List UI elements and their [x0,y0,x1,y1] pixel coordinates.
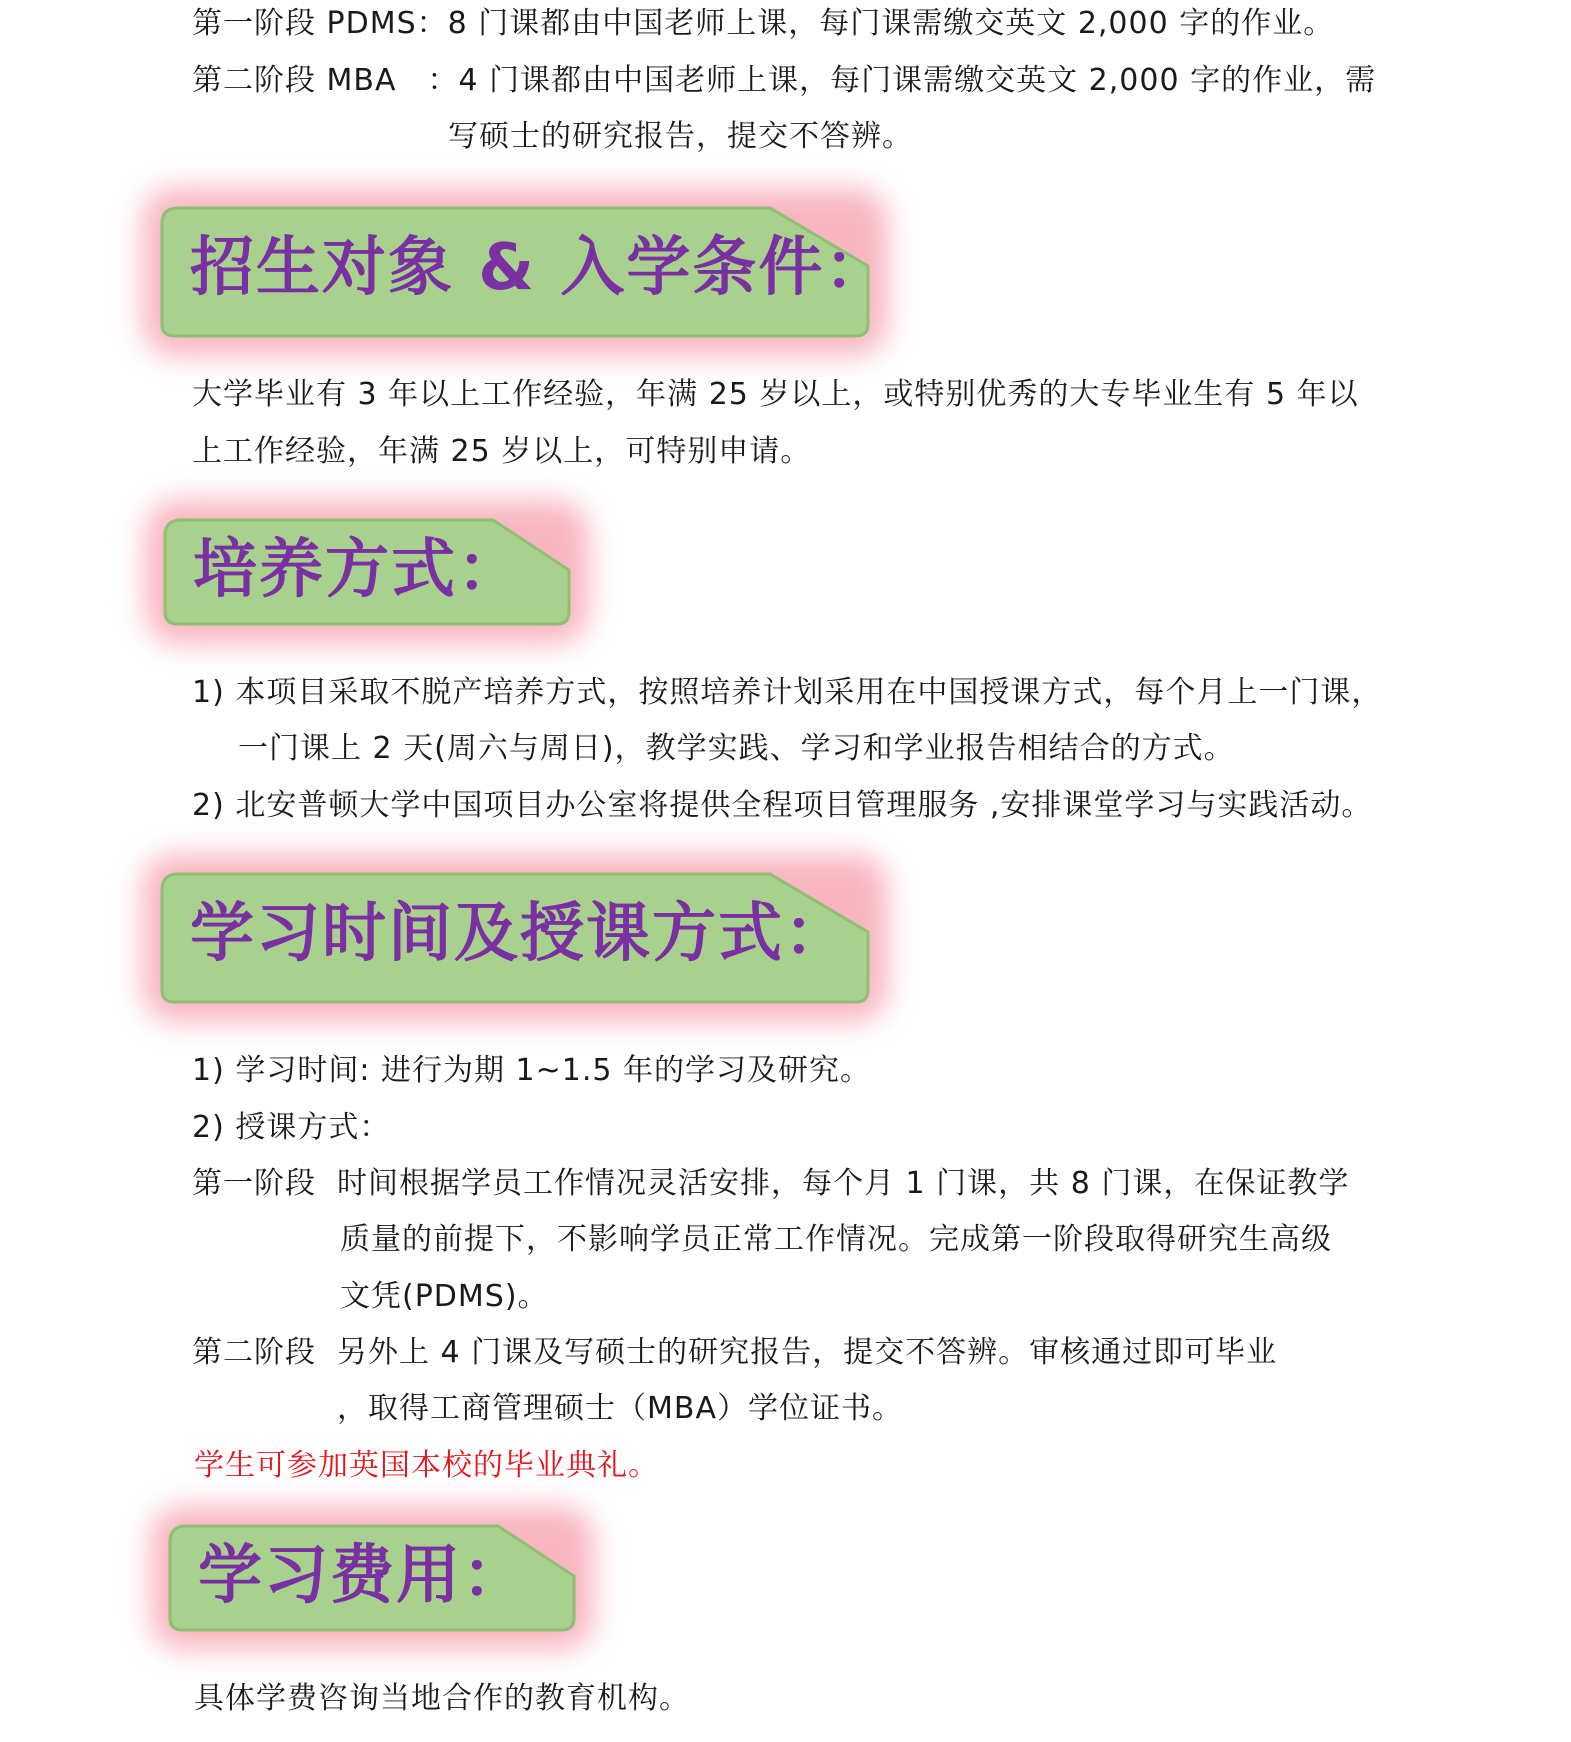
graduation-note: 学生可参加英国本校的毕业典礼。 [194,1448,659,1483]
training-item-2: 2) 北安普顿大学中国项目办公室将提供全程项目管理服务 ,安排课堂学习与实践活动。 [192,788,1373,823]
stage-2-line-1: 另外上 4 门课及写硕士的研究报告，提交不答辨。审核通过即可毕业 [337,1335,1278,1370]
stage-1-line-3: 文凭(PDMS)。 [340,1279,549,1314]
section-title: 培养方式： [193,533,523,607]
section-header-training [163,518,571,626]
schedule-line-1: 1) 学习时间: 进行为期 1~1.5 年的学习及研究。 [192,1053,871,1088]
section-header-admission [160,206,891,338]
stage-1-label: 第一阶段 [192,1166,316,1201]
section-title: 学习费用： [198,1539,528,1613]
stage-1-line-2: 质量的前提下，不影响学员正常工作情况。完成第一阶段取得研究生高级 [340,1222,1332,1257]
admission-line-1: 大学毕业有 3 年以上工作经验，年满 25 岁以上，或特别优秀的大专毕业生有 5 年以 [192,377,1359,412]
training-item-1-line-1: 1) 本项目采取不脱产培养方式，按照培养计划采用在中国授课方式，每个月上一门课， [192,675,1383,710]
intro-line-2: 第二阶段 MBA ：4 门课都由中国老师上课，每门课需缴交英文 2,000 字的作业，需 [192,63,1377,98]
training-item-1-line-2: 一门课上 2 天(周六与周日)，教学实践、学习和学业报告相结合的方式。 [238,731,1235,766]
intro-line-3: 写硕士的研究报告，提交不答辨。 [448,119,913,154]
stage-2-line-2: ，取得工商管理硕士（MBA）学位证书。 [337,1391,903,1426]
admission-line-2: 上工作经验，年满 25 岁以上，可特别申请。 [192,434,812,469]
section-header-schedule [160,872,870,1004]
fees-line-1: 具体学费咨询当地合作的教育机构。 [194,1681,690,1716]
stage-2-label: 第二阶段 [192,1335,316,1370]
section-header-fees [168,1524,576,1632]
schedule-line-2: 2) 授课方式： [192,1110,391,1145]
intro-line-1: 第一阶段 PDMS：8 门课都由中国老师上课，每门课需缴交英文 2,000 字的作业。 [192,6,1335,41]
section-title: 招生对象 & 入学条件： [190,231,891,305]
section-title: 学习时间及授课方式： [190,897,850,971]
stage-1-line-1: 时间根据学员工作情况灵活安排，每个月 1 门课，共 8 门课，在保证教学 [337,1166,1350,1201]
